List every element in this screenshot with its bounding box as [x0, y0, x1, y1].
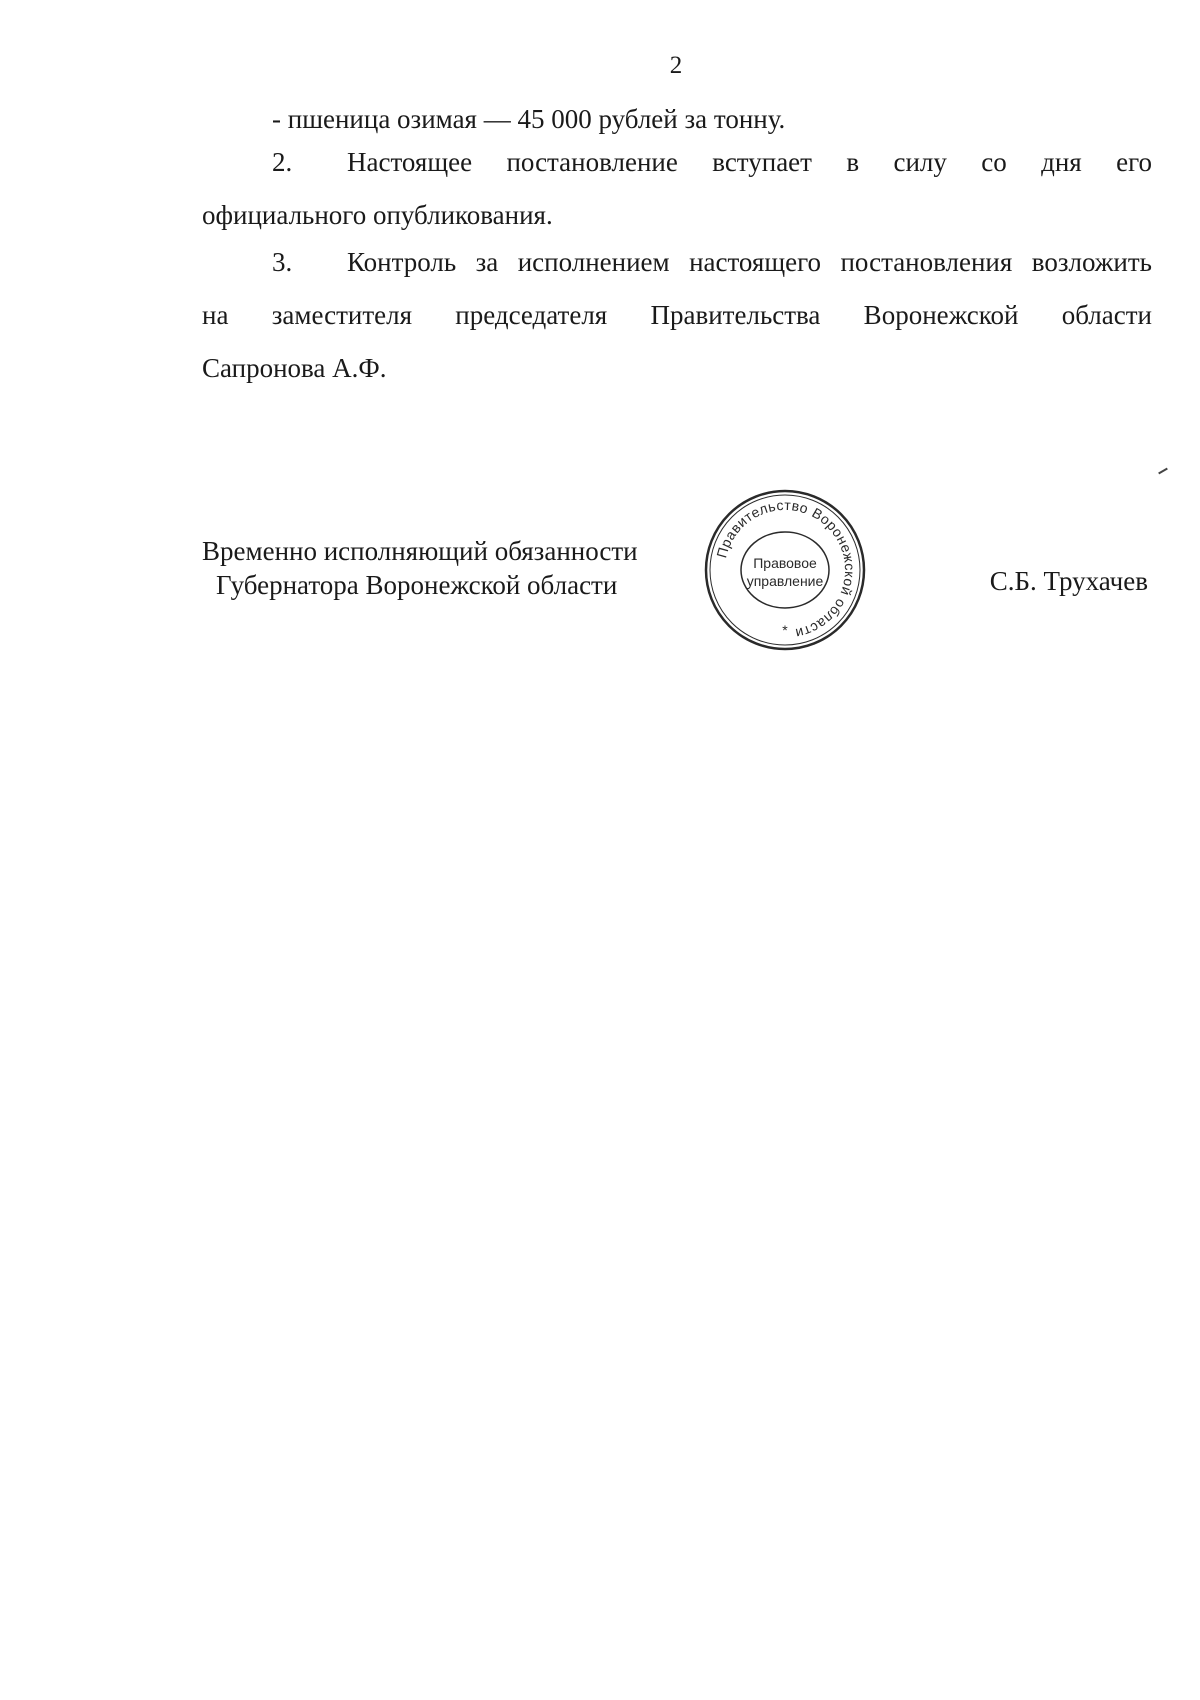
stamp-inner-line-2: управление: [746, 573, 824, 589]
paragraph-2-number: 2.: [272, 147, 293, 177]
paragraph-2-line-2: официального опубликования.: [202, 200, 553, 230]
paragraph-3-line-1: [202, 236, 1152, 289]
signatory-position-line-2: Губернатора Воронежской области: [216, 570, 618, 600]
paragraph-3-text-1: Контроль за исполнением настоящего постановления возложить: [347, 247, 1152, 277]
paragraph-3-number: 3.: [272, 247, 293, 277]
paragraph-3: [202, 236, 1152, 395]
signatory-position-line-1: Временно исполняющий обязанности: [202, 536, 638, 566]
signatory-name: С.Б. Трухачев: [989, 566, 1148, 596]
stamp-star: *: [782, 622, 788, 638]
paragraph-3-line-2: на заместителя председателя Правительства Воронежской области: [202, 300, 1152, 330]
paragraph-2-text-1: Настоящее постановление вступает в силу со дня его: [347, 147, 1152, 177]
paragraph-2-line-1: [202, 136, 1152, 189]
stamp-outer-text: Правительство Воронежской области: [713, 496, 859, 643]
page-number: 2: [669, 52, 683, 79]
signatory-position: [202, 534, 638, 602]
scan-mark: [1158, 468, 1168, 475]
list-item-wheat: - пшеница озимая — 45 000 рублей за тонну.: [272, 104, 786, 134]
official-stamp: [702, 487, 868, 653]
stamp-inner-line-1: Правовое: [753, 555, 817, 571]
paragraph-3-line-3: Сапронова А.Ф.: [202, 353, 387, 383]
paragraph-2: [202, 136, 1152, 242]
